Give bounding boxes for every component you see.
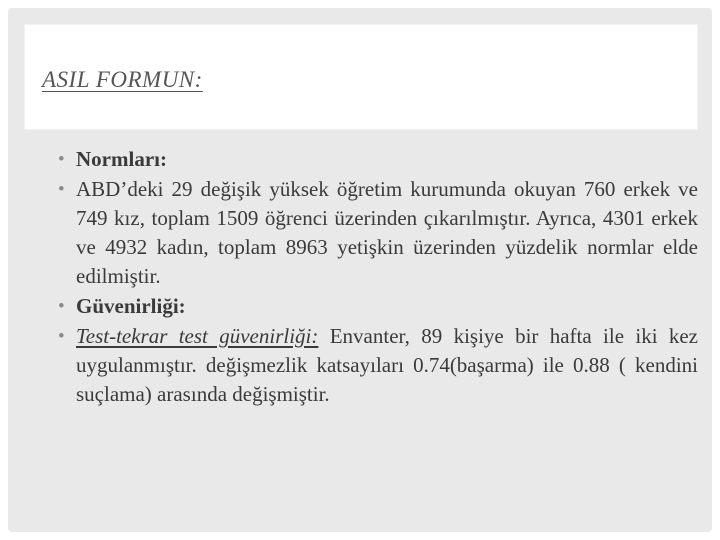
- bullet-marker: •: [58, 179, 65, 200]
- slide: [8, 8, 712, 532]
- bullet-marker: •: [58, 296, 65, 317]
- slide-title: ASIL FORMUN:: [42, 67, 203, 92]
- bullet-list: [56, 145, 698, 409]
- list-item: [56, 175, 698, 291]
- test-retest-label: Test-tekrar test güvenirliği:: [76, 324, 319, 348]
- title-box: [24, 24, 698, 130]
- test-retest-text: Envanter, 89 kişiye bir hafta ile iki kez uygulanmıştır. değişmezlik katsayıları 0.74(başarma) ile 0.88 ( kendini suçlama) arasında değişmiştir.: [76, 324, 699, 406]
- list-item: [56, 145, 698, 174]
- list-item: [56, 322, 698, 409]
- list-item: [56, 292, 698, 321]
- bullet-marker: •: [58, 149, 65, 170]
- bullet-marker: •: [58, 326, 65, 347]
- normlar-text: ABD’deki 29 değişik yüksek öğretim kurumunda okuyan 760 erkek ve 749 kız, toplam 1509 öğrenci üzerinden çıkarılmıştır. Ayrıca, 4301 erkek ve 4932 kadın, toplam 8963 yetişkin üzerinden yüzdelik normlar elde edilmiştir.: [76, 177, 698, 288]
- guvenirlik-heading: Güvenirliği:: [76, 294, 186, 318]
- normlar-heading: Normları:: [76, 147, 167, 171]
